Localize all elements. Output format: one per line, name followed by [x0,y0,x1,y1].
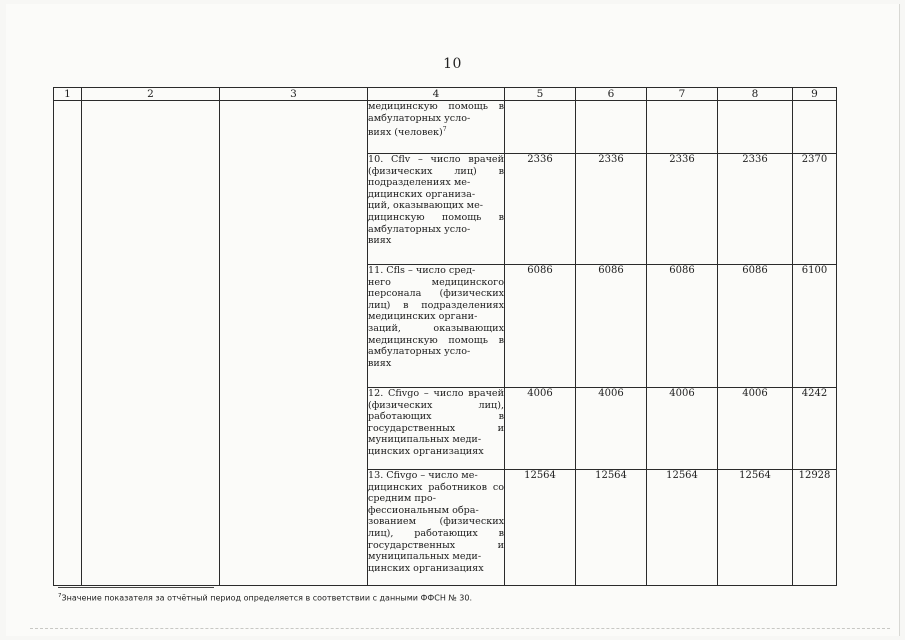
header-row [54,88,837,101]
value-cell: 2336 [576,154,647,265]
value-cell [505,101,576,154]
value-cell: 2336 [647,154,718,265]
table-row [54,101,837,154]
value-cell [576,101,647,154]
value-cell: 12564 [505,470,576,586]
indicator-cell: 12. Cfivgo – число врачей (физических лиц), работающих в государственных и муниципальных меди- цинских организациях [368,388,505,470]
indicator-cell: 11. Cfls – число сред- него медицинского персонала (физических лиц) в подразделениях медицинских органи- заций, оказывающих медицинскую помощь в амбулаторных усло- виях [368,265,505,388]
value-cell [647,101,718,154]
indicator-table [53,87,837,586]
value-cell: 6086 [647,265,718,388]
value-cell: 6086 [718,265,793,388]
footnote-ref: 7 [442,126,447,134]
col-header-1: 1 [54,88,82,101]
scan-edge-divider [30,628,890,629]
value-cell: 12564 [576,470,647,586]
col-header-8: 8 [718,88,793,101]
indicator-text: медицинскую помощь в амбулаторных усло- виях (человек) [368,101,504,139]
value-cell: 4006 [576,388,647,470]
footnote-text: Значение показателя за отчётный период определяется в соответствии с данными ФФСН № 30. [61,593,473,603]
value-cell: 4006 [505,388,576,470]
footnote-marker: 7 [58,593,62,599]
value-cell: 6086 [505,265,576,388]
value-cell: 2336 [718,154,793,265]
col-header-5: 5 [505,88,576,101]
col-header-4: 4 [368,88,505,101]
value-cell: 12928 [793,470,837,586]
value-cell [718,101,793,154]
value-cell: 4006 [718,388,793,470]
indicator-cell [368,101,505,154]
value-cell [793,101,837,154]
value-cell: 12564 [718,470,793,586]
value-cell: 4242 [793,388,837,470]
col-header-6: 6 [576,88,647,101]
col-header-3: 3 [220,88,368,101]
value-cell: 2336 [505,154,576,265]
value-cell: 6086 [576,265,647,388]
page-number: 10 [443,56,462,72]
cell-col2 [82,101,220,586]
footnote-separator [58,587,214,588]
indicator-cell: 10. Cflv – число врачей (физических лиц) в подразделениях ме- дицинских организа- ций, оказывающих ме- дицинскую помощь в амбулаторных усло- виях [368,154,505,265]
col-header-2: 2 [82,88,220,101]
value-cell: 2370 [793,154,837,265]
value-cell: 12564 [647,470,718,586]
value-cell: 6100 [793,265,837,388]
indicator-cell: 13. Cfivgo – число ме- дицинских работников со средним про- фессиональным обра- зованием (физических лиц), работающих в государственных и муниципальных меди- цинских организациях [368,470,505,586]
col-header-7: 7 [647,88,718,101]
col-header-9: 9 [793,88,837,101]
cell-col3 [220,101,368,586]
value-cell: 4006 [647,388,718,470]
cell-col1 [54,101,82,586]
footnote [58,593,472,603]
